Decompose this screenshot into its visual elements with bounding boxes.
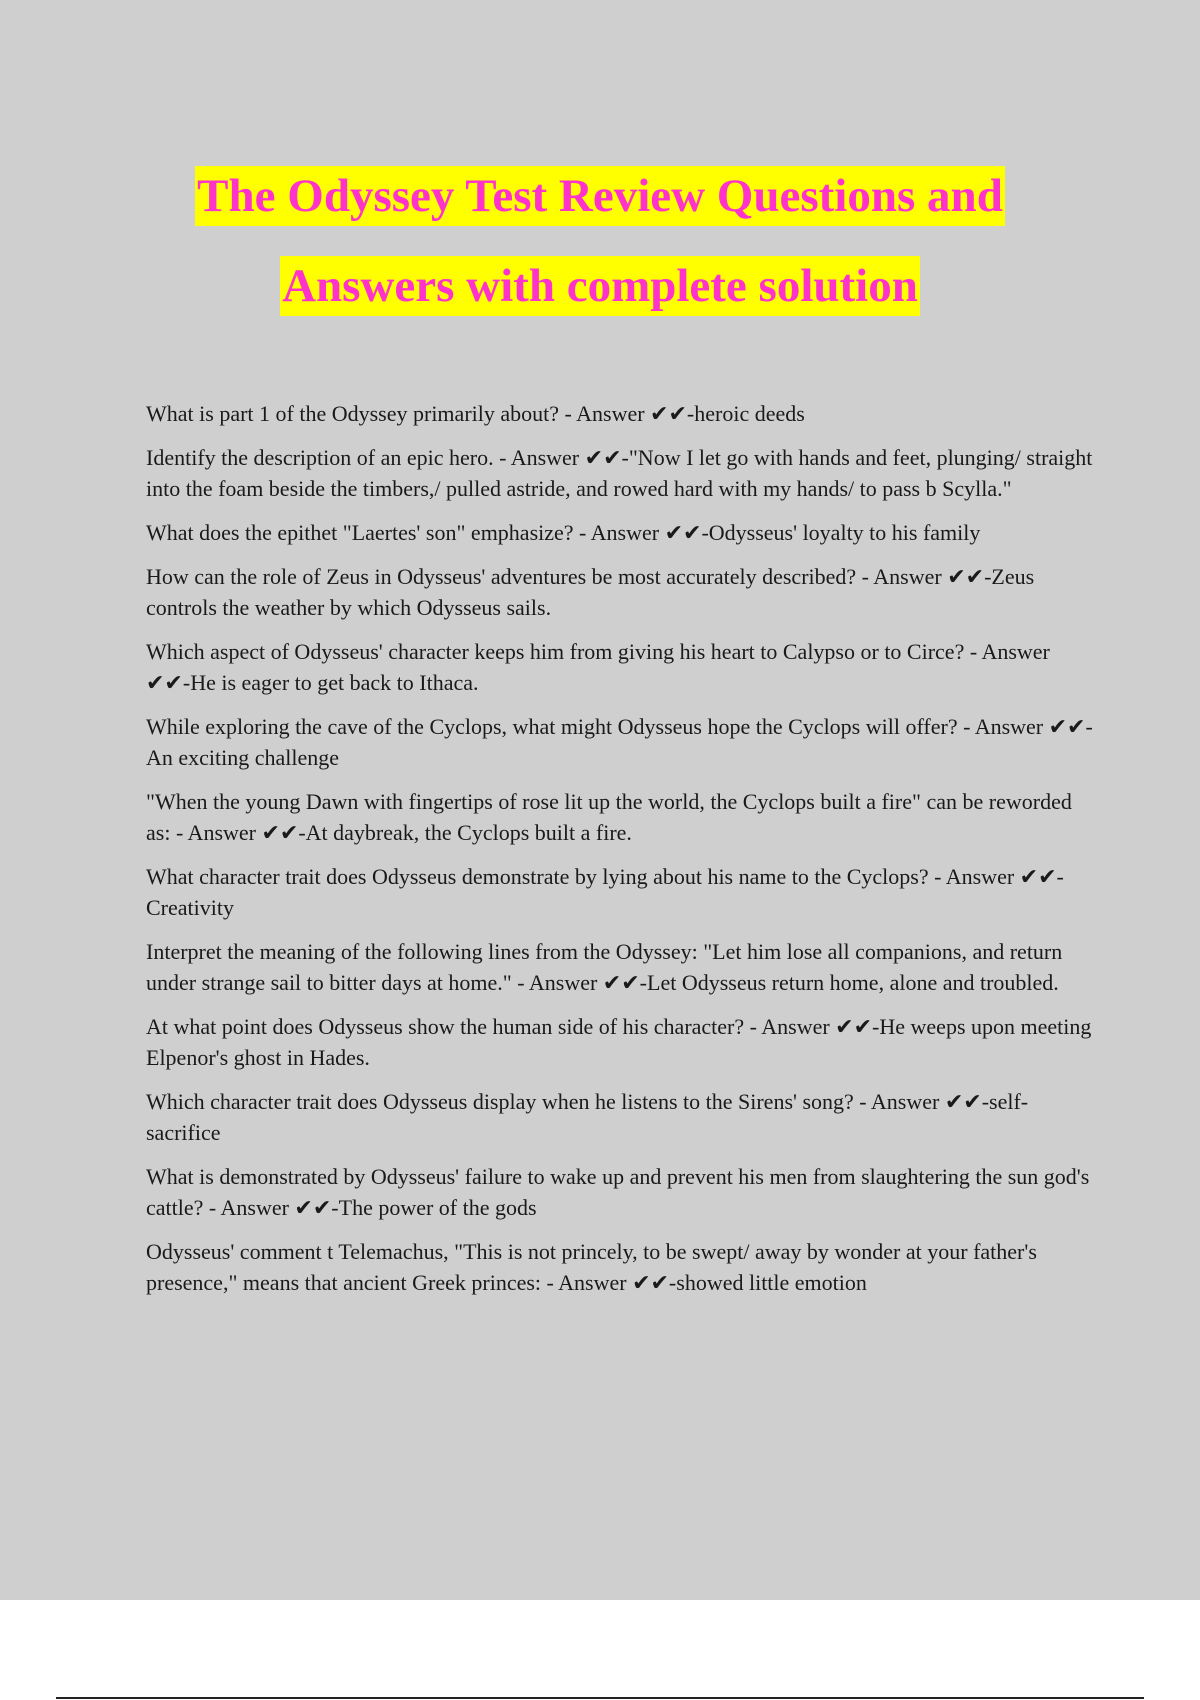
qa-item: At what point does Odysseus show the human side of his character? - Answer ✔✔-He weeps upon meeting Elpenor's ghost in Hades. bbox=[146, 1014, 1092, 1070]
qa-item: What character trait does Odysseus demonstrate by lying about his name to the Cyclops? - Answer ✔✔-Creativity bbox=[146, 864, 1064, 920]
qa-item: What is part 1 of the Odyssey primarily about? - Answer ✔✔-heroic deeds bbox=[146, 401, 805, 426]
qa-item: Interpret the meaning of the following lines from the Odyssey: "Let him lose all companions, and return under strange sail to bitter days at home." - Answer ✔✔-Let Odysseus return home, alone and troubled. bbox=[146, 939, 1063, 995]
qa-item: While exploring the cave of the Cyclops, what might Odysseus hope the Cyclops will offer? - Answer ✔✔-An exciting challenge bbox=[146, 714, 1093, 770]
title-line-2: Answers with complete solution bbox=[280, 256, 920, 316]
qa-item: Odysseus' comment t Telemachus, "This is not princely, to be swept/ away by wonder at your father's presence," means that ancient Greek princes: - Answer ✔✔-showed little emotion bbox=[146, 1239, 1037, 1295]
qa-item: Which aspect of Odysseus' character keeps him from giving his heart to Calypso or to Circe? - Answer ✔✔-He is eager to get back to Ithaca. bbox=[146, 639, 1050, 695]
qa-item: Which character trait does Odysseus display when he listens to the Sirens' song? - Answer ✔✔-self-sacrifice bbox=[146, 1089, 1029, 1145]
qa-list bbox=[146, 398, 1096, 1311]
title-line-1: The Odyssey Test Review Questions and bbox=[195, 166, 1005, 226]
document-title bbox=[0, 166, 1200, 316]
footer-divider bbox=[56, 1697, 1144, 1699]
qa-item: What is demonstrated by Odysseus' failure to wake up and prevent his men from slaughtering the sun god's cattle? - Answer ✔✔-The power of the gods bbox=[146, 1164, 1090, 1220]
qa-item: How can the role of Zeus in Odysseus' adventures be most accurately described? - Answer ✔✔-Zeus controls the weather by which Odysseus sails. bbox=[146, 564, 1035, 620]
qa-item: Identify the description of an epic hero. - Answer ✔✔-"Now I let go with hands and feet, plunging/ straight into the foam beside the timbers,/ pulled astride, and rowed hard with my hands/ to pass b Scylla." bbox=[146, 445, 1093, 501]
qa-item: "When the young Dawn with fingertips of rose lit up the world, the Cyclops built a fire" can be reworded as: - Answer ✔✔-At daybreak, the Cyclops built a fire. bbox=[146, 789, 1072, 845]
qa-item: What does the epithet "Laertes' son" emphasize? - Answer ✔✔-Odysseus' loyalty to his family bbox=[146, 520, 981, 545]
